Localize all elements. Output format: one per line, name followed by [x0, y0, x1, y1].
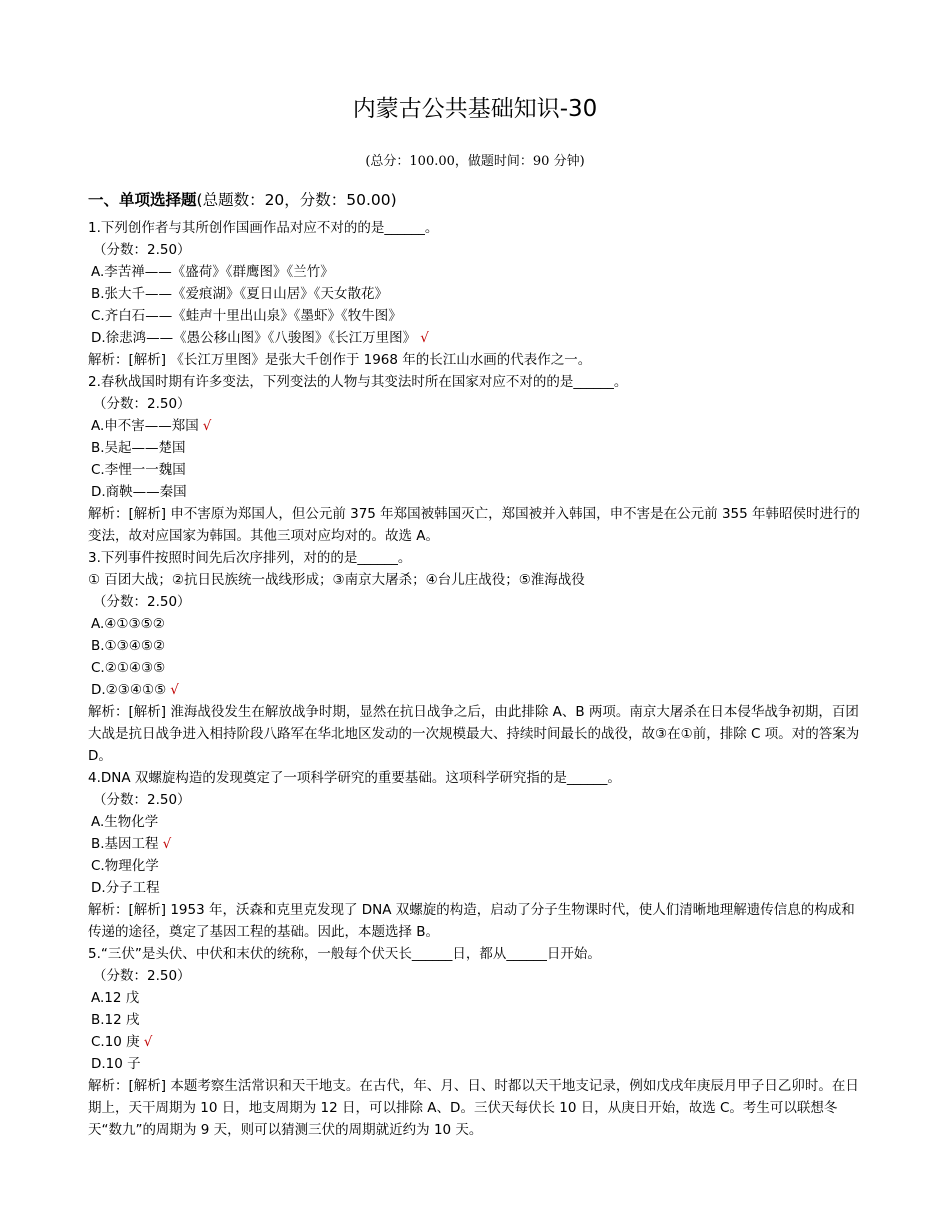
section-heading: 一、单项选择题 — [88, 191, 197, 209]
option-label: D.商鞅——秦国 — [91, 484, 187, 500]
option-item — [88, 657, 863, 679]
option-label: A.12 戊 — [91, 990, 140, 1006]
question-item — [88, 217, 863, 371]
option-item — [88, 261, 863, 283]
section-meta: (总题数：20，分数：50.00) — [196, 191, 397, 209]
option-label: B.基因工程 — [91, 836, 159, 852]
option-item — [88, 811, 863, 833]
question-score: （分数：2.50） — [93, 242, 191, 258]
option-item — [88, 1031, 863, 1053]
option-label: A.生物化学 — [91, 814, 159, 830]
option-label: A.李苦禅——《盛荷》《群鹰图》《兰竹》 — [91, 264, 334, 280]
question-stem: 3.下列事件按照时间先后次序排列，对的的是______。 — [88, 550, 412, 566]
option-item — [88, 855, 863, 877]
option-item — [88, 283, 863, 305]
option-label: C.齐白石——《蛙声十里出山泉》《墨虾》《牧牛图》 — [91, 308, 402, 324]
option-label: B.吴起——楚国 — [91, 440, 186, 456]
option-label: A.申不害——郑国 — [91, 418, 199, 434]
option-label: C.②①④③⑤ — [91, 660, 166, 676]
option-label: D.分子工程 — [91, 880, 160, 896]
question-item — [88, 547, 863, 767]
correct-check-icon: √ — [420, 330, 429, 346]
option-label: C.李悝一一魏国 — [91, 462, 186, 478]
option-item — [88, 679, 863, 701]
correct-check-icon: √ — [162, 836, 172, 852]
option-label: B.12 戌 — [91, 1012, 140, 1028]
option-item — [88, 987, 863, 1009]
question-analysis: 解析：[解析] 申不害原为郑国人，但公元前 375 年郑国被韩国灭亡，郑国被并入韩国，申不害是在公元前 355 年韩昭侯时进行的变法，故对应国家为韩国。其他三项对应均对的。故选 A。 — [88, 506, 861, 544]
option-item — [88, 613, 863, 635]
option-item — [88, 833, 863, 855]
option-item — [88, 877, 863, 899]
page-title: 内蒙古公共基础知识-30 — [352, 96, 598, 122]
page-subtitle: (总分：100.00，做题时间：90 分钟) — [365, 154, 585, 169]
question-score: （分数：2.50） — [93, 968, 191, 984]
question-analysis: 解析：[解析] 《长江万里图》是张大千创作于 1968 年的长江山水画的代表作之一。 — [88, 352, 592, 368]
option-label: D.②③④①⑤ — [91, 682, 167, 698]
option-label: D.10 子 — [91, 1056, 141, 1072]
question-item — [88, 371, 863, 547]
correct-check-icon: √ — [202, 418, 212, 434]
question-analysis: 解析：[解析] 本题考察生活常识和天干地支。在古代，年、月、日、时都以天干地支记录，例如戊戌年庚辰月甲子日乙卯时。在日期上，天干周期为 10 日，地支周期为 12 日，可以排除 A、D。三伏天每伏长 10 日，从庚日开始，故选 C。考生可以联想冬天“数九”的周期为 9 天，则可以猜测三伏的周期就近约为 10 天。 — [88, 1078, 859, 1138]
option-label: B.张大千——《爱痕湖》《夏日山居》《天女散花》 — [91, 286, 389, 302]
option-label: B.①③④⑤② — [91, 638, 166, 654]
question-stem: 5.“三伏”是头伏、中伏和末伏的统称，一般每个伏天长______日，都从______日开始。 — [88, 946, 601, 962]
question-stem: 1.下列创作者与其所创作国画作品对应不对的的是______。 — [88, 220, 439, 236]
option-item — [88, 635, 863, 657]
correct-check-icon: √ — [170, 682, 179, 698]
question-item — [88, 767, 863, 943]
question-analysis: 解析：[解析] 淮海战役发生在解放战争时期，显然在抗日战争之后，由此排除 A、B 两项。南京大屠杀在日本侵华战争初期，百团大战是抗日战争进入相持阶段八路军在华北地区发动的一次规模最大、持续时间最长的战役，故③在①前，排除 C 项。对的答案为 D。 — [88, 704, 860, 764]
option-item — [88, 305, 863, 327]
question-extra: ① 百团大战；②抗日民族统一战线形成；③南京大屠杀；④台儿庄战役；⑤淮海战役 — [88, 572, 585, 588]
option-item — [88, 481, 863, 503]
option-label: A.④①③⑤② — [91, 616, 165, 632]
question-score: （分数：2.50） — [93, 396, 191, 412]
option-item — [88, 459, 863, 481]
option-label: C.物理化学 — [91, 858, 159, 874]
option-label: D.徐悲鸿——《愚公移山图》《八骏图》《长江万里图》 — [91, 330, 417, 346]
option-label: C.10 庚 — [91, 1034, 140, 1050]
question-list — [88, 217, 863, 1141]
option-item — [88, 1009, 863, 1031]
correct-check-icon: √ — [143, 1034, 153, 1050]
question-analysis: 解析：[解析] 1953 年，沃森和克里克发现了 DNA 双螺旋的构造，启动了分子生物课时代，使人们清晰地理解遗传信息的构成和传递的途径，奠定了基因工程的基础。因此，本题选择 B。 — [88, 902, 855, 940]
question-stem: 2.春秋战国时期有许多变法，下列变法的人物与其变法时所在国家对应不对的的是______。 — [88, 374, 628, 390]
option-item — [88, 415, 863, 437]
section-title — [88, 188, 397, 210]
question-stem: 4.DNA 双螺旋构造的发现奠定了一项科学研究的重要基础。这项科学研究指的是______。 — [88, 770, 621, 786]
question-score: （分数：2.50） — [93, 594, 191, 610]
option-item — [88, 1053, 863, 1075]
option-item — [88, 327, 863, 349]
option-item — [88, 437, 863, 459]
question-score: （分数：2.50） — [93, 792, 191, 808]
question-item — [88, 943, 863, 1141]
